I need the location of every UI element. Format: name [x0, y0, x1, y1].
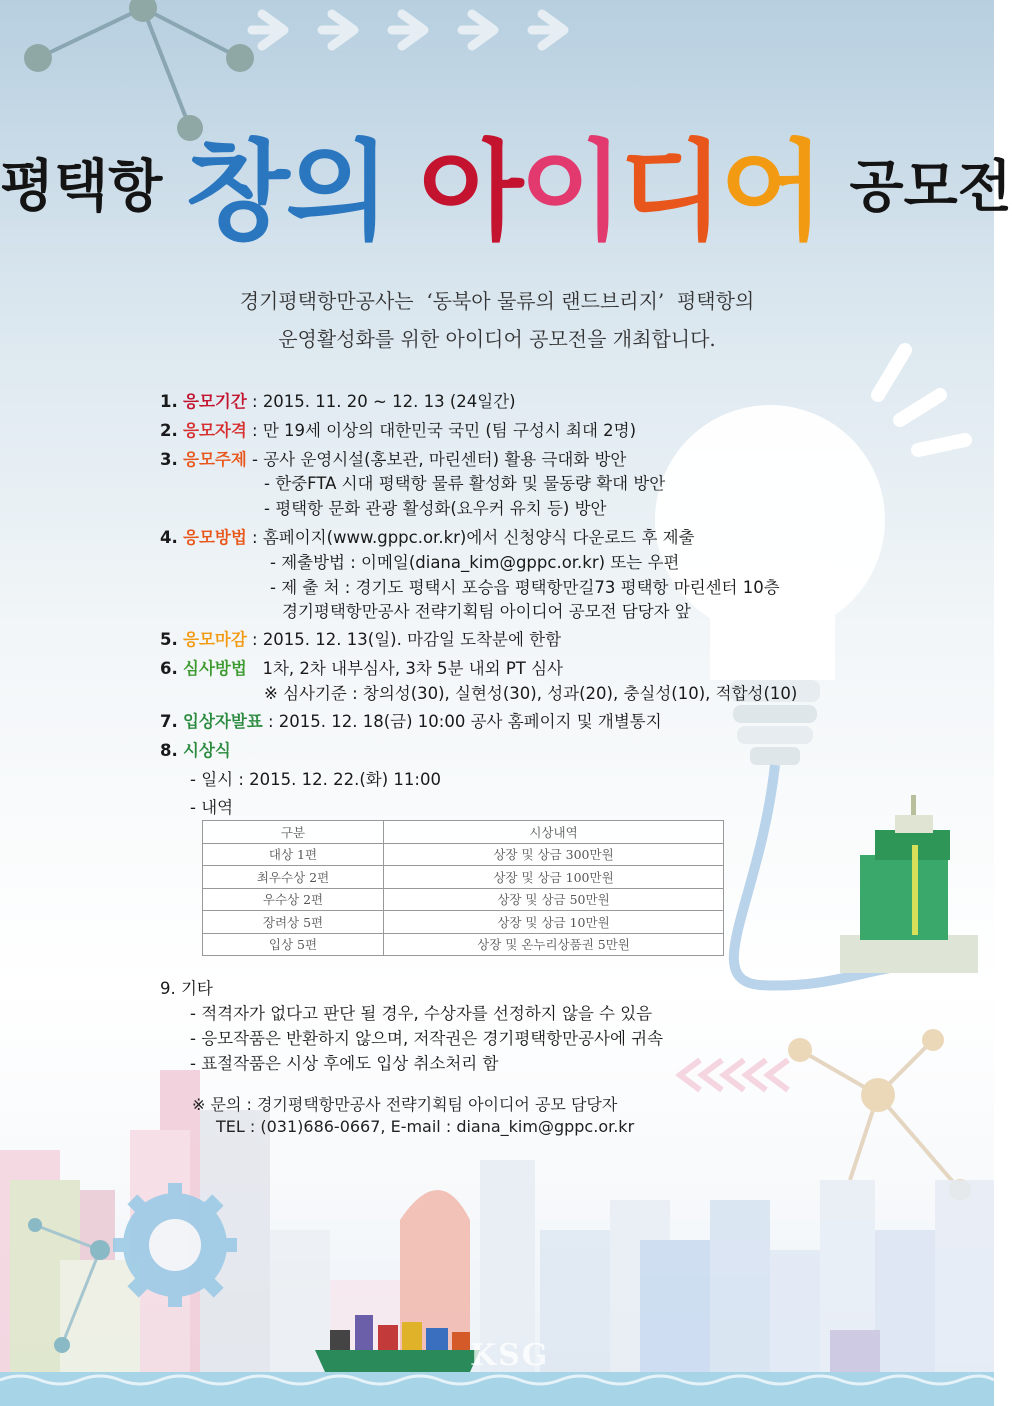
contact-info [192, 1094, 634, 1138]
item-label-announcement: 입상자발표 [183, 712, 263, 731]
item-text-theme: - 공사 운영시설(홍보관, 마린센터) 활용 극대화 방안 [246, 450, 627, 469]
table-cell: 상장 및 상금 100만원 [384, 866, 724, 889]
title-word-creative: 창의 [185, 130, 387, 255]
watermark-ksg: KSG [470, 1338, 550, 1373]
item-number: 2. [160, 421, 178, 440]
item-label-review: 심사방법 [183, 659, 247, 678]
table-cell: 상장 및 온누리상품권 5만원 [384, 933, 724, 956]
item-label-theme: 응모주제 [183, 450, 247, 469]
item-eligibility [160, 417, 636, 441]
method-sub-1: - 제출방법 : 이메일(diana_kim@gppc.or.kr) 또는 우편 [270, 553, 680, 572]
theme-sub-1: - 한중FTA 시대 평택항 물류 활성화 및 물동량 확대 방안 [264, 474, 666, 493]
item-number: 6. [160, 659, 178, 678]
etc-line-1: - 적격자가 없다고 판단 될 경우, 수상자를 선정하지 않을 수 있음 [190, 1004, 653, 1023]
title-letter-eo: 어 [720, 130, 821, 255]
gear-icon [113, 1183, 237, 1307]
item-theme [160, 446, 626, 470]
theme-sub-2: - 평택항 문화 관광 활성화(요우커 유치 등) 방안 [264, 499, 607, 518]
table-header-row [203, 821, 724, 844]
method-sub-2: - 제 출 처 : 경기도 평택시 포승읍 평택항만길73 평택항 마린센터 10층 [270, 578, 780, 597]
item-number: 4. [160, 528, 178, 547]
poster-title [0, 105, 1012, 260]
item-label-method: 응모방법 [183, 528, 247, 547]
item-label-period: 응모기간 [183, 392, 247, 411]
table-row [203, 843, 724, 866]
item-announcement [160, 708, 662, 732]
item-period [160, 388, 516, 412]
item-text-period: : 2015. 11. 20 ~ 12. 13 (24일간) [246, 392, 516, 411]
item-text-announcement: : 2015. 12. 18(금) 10:00 공사 홈페이지 및 개별통지 [262, 712, 662, 731]
title-letter-di: 디 [619, 130, 721, 255]
table-cell: 상장 및 상금 10만원 [384, 911, 724, 934]
item-text-eligibility: : 만 19세 이상의 대한민국 국민 (팀 구성시 최대 2명) [246, 421, 637, 440]
table-header: 시상내역 [384, 821, 724, 844]
table-cell: 대상 1편 [203, 843, 384, 866]
intro-text [0, 282, 994, 358]
ceremony-sub-1: - 일시 : 2015. 12. 22.(화) 11:00 [190, 770, 441, 789]
tower-building [840, 795, 978, 973]
item-deadline [160, 626, 561, 650]
item-label-ceremony: 시상식 [183, 741, 231, 760]
item-method [160, 524, 695, 548]
title-letter-a: 아 [419, 130, 520, 255]
table-cell: 상장 및 상금 300만원 [384, 843, 724, 866]
table-row [203, 888, 724, 911]
table-row [203, 911, 724, 934]
table-row [203, 866, 724, 889]
item-text-deadline: : 2015. 12. 13(일). 마감일 도착분에 한함 [246, 630, 562, 649]
title-prefix: 평택항 [0, 154, 163, 220]
intro-line-2: 운영활성화를 위한 아이디어 공모전을 개최합니다. [278, 327, 716, 351]
table-row [203, 933, 724, 956]
table-header: 구분 [203, 821, 384, 844]
item-number: 5. [160, 630, 178, 649]
title-suffix: 공모전 [849, 154, 1012, 220]
intro-line-1: 경기평택항만공사는 ‘동북아 물류의 랜드브리지’ 평택항의 [239, 289, 755, 313]
item-number: 8. [160, 741, 178, 760]
prize-table [202, 820, 724, 956]
item-number: 7. [160, 712, 178, 731]
contact-line-1: ※ 문의 : 경기평택항만공사 전략기획팀 아이디어 공모 담당자 [192, 1095, 618, 1114]
table-cell: 상장 및 상금 50만원 [384, 888, 724, 911]
molecule-bottom-right [788, 1029, 971, 1201]
etc-line-3: - 표절작품은 시상 후에도 입상 취소처리 함 [190, 1054, 499, 1073]
table-cell: 장려상 5편 [203, 911, 384, 934]
arrows-pink [680, 1060, 788, 1090]
item-number: 1. [160, 392, 178, 411]
etc-heading: 9. 기타 [160, 979, 213, 998]
item-ceremony [160, 737, 231, 761]
review-sub-1: ※ 심사기준 : 창의성(30), 실현성(30), 성과(20), 충실성(10), 적합성(10) [264, 684, 798, 703]
table-cell: 우수상 2편 [203, 888, 384, 911]
item-label-deadline: 응모마감 [183, 630, 247, 649]
contact-line-2: TEL : (031)686-0667, E-mail : diana_kim@gppc.or.kr [216, 1117, 635, 1136]
method-sub-3: 경기평택항만공사 전략기획팀 아이디어 공모전 담당자 앞 [282, 602, 691, 621]
item-label-eligibility: 응모자격 [183, 421, 247, 440]
title-letter-i: 이 [519, 130, 620, 255]
table-cell: 최우수상 2편 [203, 866, 384, 889]
ceremony-sub-2: - 내역 [190, 798, 234, 817]
arrows-top [252, 14, 564, 46]
item-text-review: 1차, 2차 내부심사, 3차 5분 내외 PT 심사 [246, 659, 563, 678]
item-number: 3. [160, 450, 178, 469]
item-text-method: : 홈페이지(www.gppc.or.kr)에서 신청양식 다운로드 후 제출 [246, 528, 695, 547]
item-review [160, 655, 563, 679]
etc-line-2: - 응모작품은 반환하지 않으며, 저작권은 경기평택항만공사에 귀속 [190, 1029, 664, 1048]
table-cell: 입상 5편 [203, 933, 384, 956]
